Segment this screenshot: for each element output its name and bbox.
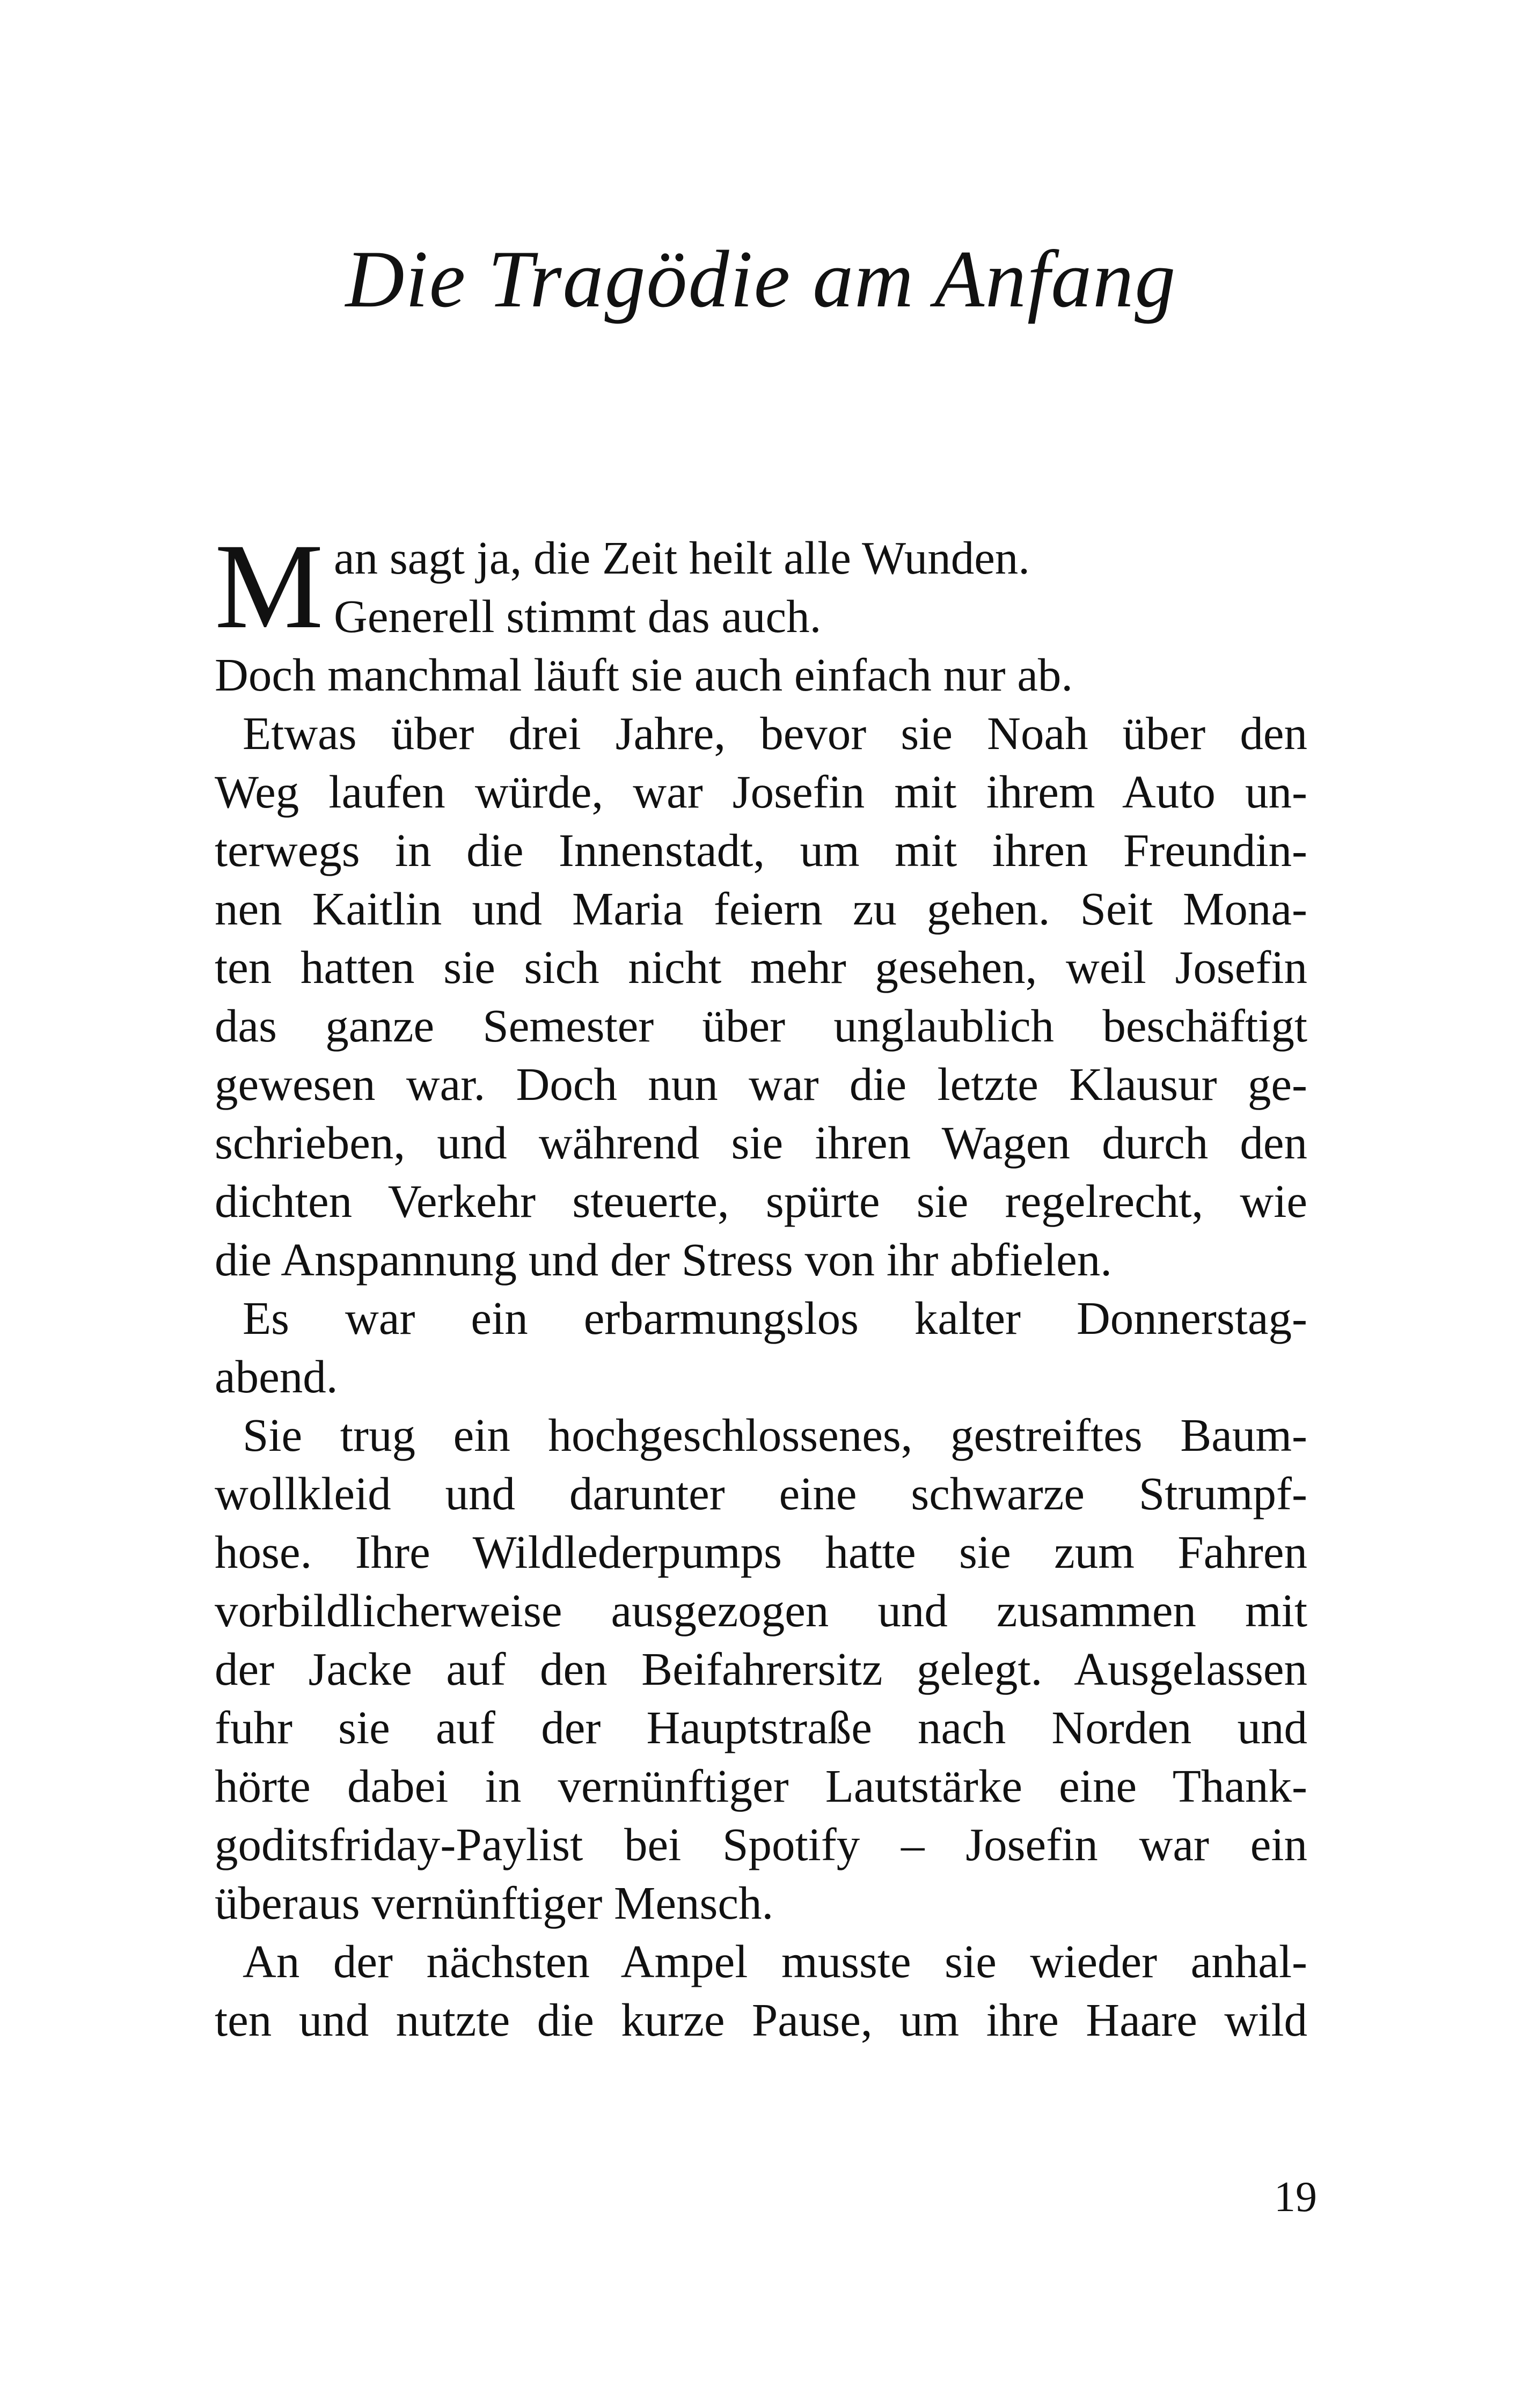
text-line: Sie trug ein hochgeschlossenes, gestreiftes Baum- [243, 1409, 1307, 1461]
text-line: abend. [215, 1350, 338, 1403]
text-line: gewesen war. Doch nun war die letzte Klausur ge- [215, 1058, 1307, 1110]
text-line: goditsfriday-Paylist bei Spotify – Josefin war ein [215, 1818, 1307, 1870]
text-line: terwegs in die Innenstadt, um mit ihren Freundin- [215, 824, 1307, 876]
text-line: Weg laufen würde, war Josefin mit ihrem Auto un- [215, 766, 1307, 818]
drop-cap: M [215, 519, 324, 654]
page-number: 19 [1274, 2174, 1317, 2221]
text-line: Etwas über drei Jahre, bevor sie Noah über den [243, 707, 1307, 759]
text-line: die Anspannung und der Stress von ihr abfielen. [215, 1234, 1113, 1286]
text-line: dichten Verkehr steuerte, spürte sie regelrecht, wie [215, 1175, 1307, 1227]
text-line: das ganze Semester über unglaublich beschäftigt [215, 1000, 1307, 1052]
text-line: an sagt ja, die Zeit heilt alle Wunden. [334, 532, 1030, 584]
text-line: ten hatten sie sich nicht mehr gesehen, weil Josefin [215, 941, 1307, 993]
text-line: An der nächsten Ampel musste sie wieder anhal- [243, 1935, 1307, 1987]
body-text [215, 519, 1307, 2049]
text-line: Doch manchmal läuft sie auch einfach nur ab. [215, 649, 1073, 701]
text-line: wollkleid und darunter eine schwarze Strumpf- [215, 1467, 1307, 1519]
chapter-title: Die Tragödie am Anfang [345, 234, 1177, 324]
text-line: überaus vernünftiger Mensch. [215, 1877, 774, 1929]
text-line: schrieben, und während sie ihren Wagen durch den [215, 1117, 1307, 1169]
text-line: hose. Ihre Wildlederpumps hatte sie zum Fahren [215, 1526, 1307, 1578]
text-line: fuhr sie auf der Hauptstraße nach Norden und [215, 1701, 1307, 1753]
text-line: nen Kaitlin und Maria feiern zu gehen. Seit Mona- [215, 883, 1307, 935]
text-line: hörte dabei in vernünftiger Lautstärke eine Thank- [215, 1760, 1307, 1812]
text-line: vorbildlicherweise ausgezogen und zusammen mit [215, 1584, 1307, 1636]
text-line: ten und nutzte die kurze Pause, um ihre Haare wild [215, 1994, 1307, 2046]
text-line: der Jacke auf den Beifahrersitz gelegt. Ausgelassen [215, 1643, 1307, 1695]
text-line: Es war ein erbarmungslos kalter Donnerstag- [243, 1292, 1307, 1344]
text-line: Generell stimmt das auch. [334, 590, 822, 642]
opening-paragraph [215, 519, 1307, 654]
